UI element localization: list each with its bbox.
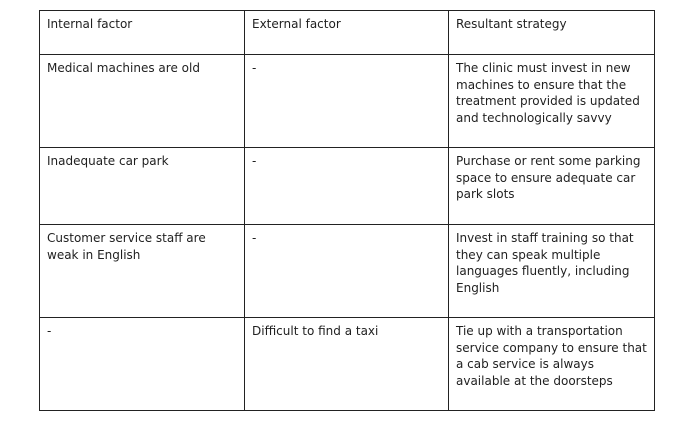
strategy-cell: The clinic must invest in new machines to ensure that the treatment provided is updated and technologically savvy (449, 55, 655, 148)
strategy-table (39, 10, 655, 411)
strategy-cell: Tie up with a transportation service company to ensure that a cab service is always available at the doorsteps (449, 318, 655, 411)
internal-factor-cell: Customer service staff are weak in English (40, 225, 245, 318)
external-factor-cell: - (245, 55, 449, 148)
header-row (40, 11, 655, 55)
header-resultant-strategy: Resultant strategy (449, 11, 655, 55)
external-factor-cell: Difficult to find a taxi (245, 318, 449, 411)
header-internal-factor: Internal factor (40, 11, 245, 55)
strategy-cell: Invest in staff training so that they can speak multiple languages fluently, including English (449, 225, 655, 318)
internal-factor-cell: Medical machines are old (40, 55, 245, 148)
external-factor-cell: - (245, 225, 449, 318)
table-row (40, 318, 655, 411)
table-row (40, 225, 655, 318)
internal-factor-cell: - (40, 318, 245, 411)
strategy-cell: Purchase or rent some parking space to ensure adequate car park slots (449, 148, 655, 225)
internal-factor-cell: Inadequate car park (40, 148, 245, 225)
table-row (40, 148, 655, 225)
header-external-factor: External factor (245, 11, 449, 55)
external-factor-cell: - (245, 148, 449, 225)
table-row (40, 55, 655, 148)
